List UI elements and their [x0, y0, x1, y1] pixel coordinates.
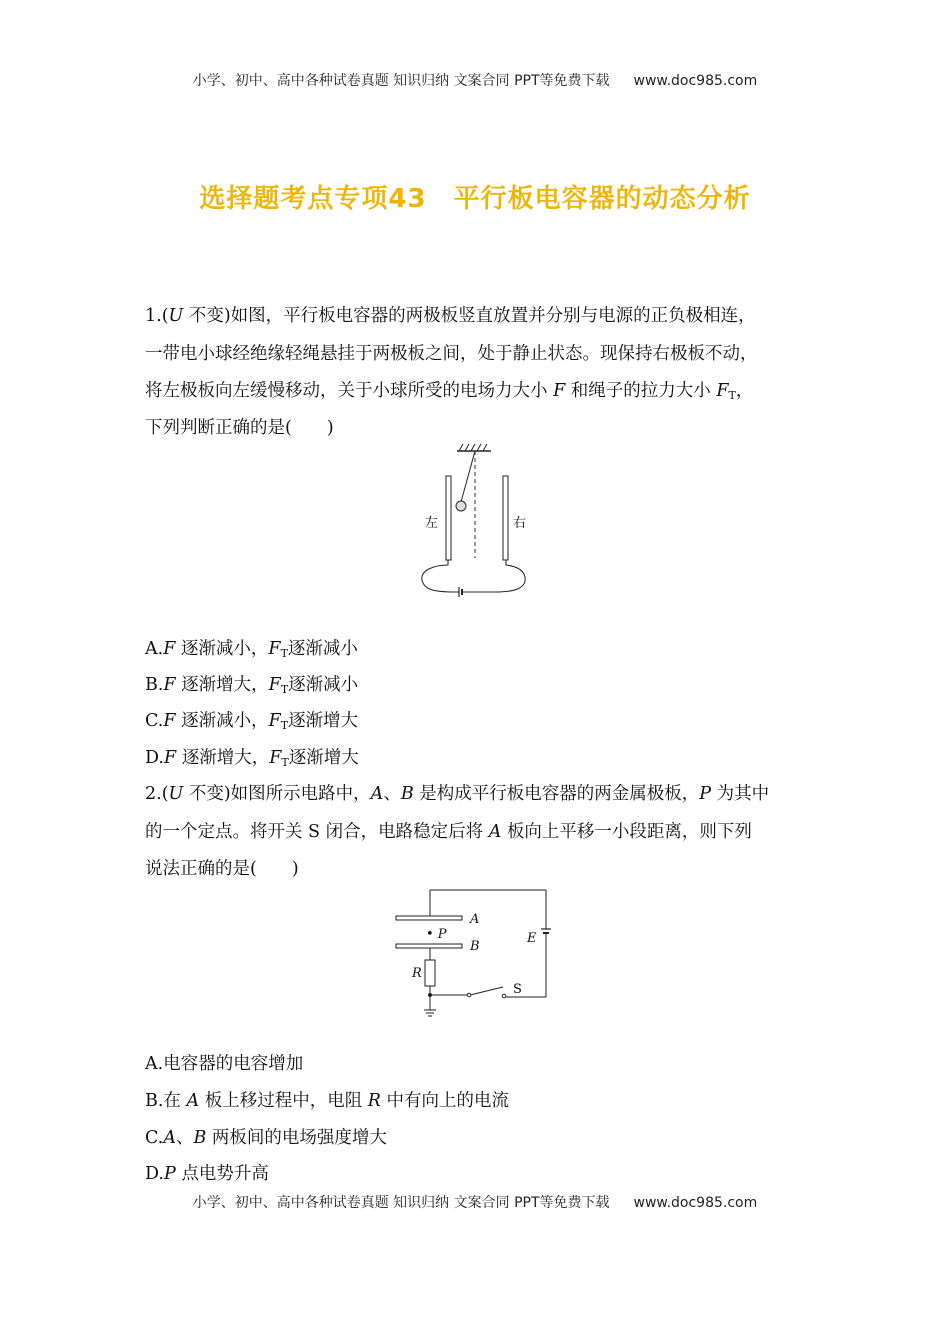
- page-footer: [0, 1192, 950, 1212]
- page-header: [0, 70, 950, 90]
- q1-option-c: C.F 逐渐减小，$F_T$逐渐增大: [145, 711, 359, 732]
- fig1-label-left: 左: [425, 516, 439, 531]
- page-title: 选择题考点专项43 平行板电容器的动态分析: [199, 184, 751, 214]
- q2-option-b: B.在 A 板上移过程中，电阻 R 中有向上的电流: [145, 1091, 510, 1111]
- q1-line-3: 将左极板向左缓慢移动，关于小球所受的电场力大小 F 和绳子的拉力大小 $F_T$，: [145, 381, 754, 402]
- fig1-label-right: 右: [513, 516, 527, 531]
- q2-option-d: D.P 点电势升高: [145, 1164, 269, 1184]
- q1-line-2: 一带电小球经绝缘轻绳悬挂于两极板之间，处于静止状态。现保持右极板不动，: [145, 344, 758, 364]
- q1-line-1: 1.(U 不变)如图，平行板电容器的两极板竖直放置并分别与电源的正负极相连，: [145, 306, 756, 326]
- q2-option-a: A.电容器的电容增加: [145, 1054, 304, 1074]
- footer-site: www.doc985.com: [633, 1195, 758, 1211]
- fig2-label-s: S: [513, 982, 522, 997]
- q2-figure: [390, 880, 565, 1020]
- fig2-label-a: A: [470, 912, 480, 927]
- fig2-label-b: B: [470, 939, 480, 954]
- q1-option-a: A.F 逐渐减小，$F_T$逐渐减小: [145, 639, 358, 660]
- footer-text: 小学、初中、高中各种试卷真题 知识归纳 文案合同 PPT等免费下载: [192, 1195, 610, 1211]
- q2-line-2: 的一个定点。将开关 S 闭合，电路稳定后将 A 板向上平移一小段距离，则下列: [145, 822, 752, 842]
- q1-option-d: D.F 逐渐增大，$F_T$逐渐增大: [145, 748, 359, 769]
- q2-option-c: C.A、B 两板间的电场强度增大: [145, 1128, 387, 1148]
- q1-line-4: 下列判断正确的是( ): [145, 418, 334, 438]
- fig2-label-r: R: [412, 966, 422, 981]
- fig2-label-p: • P: [426, 927, 447, 942]
- q1-option-b: B.F 逐渐增大，$F_T$逐渐减小: [145, 675, 359, 696]
- header-text: 小学、初中、高中各种试卷真题 知识归纳 文案合同 PPT等免费下载: [192, 73, 610, 89]
- q1-figure: [415, 440, 535, 605]
- q2-line-1: 2.(U 不变)如图所示电路中，A、B 是构成平行板电容器的两金属极板，P 为其中: [145, 784, 770, 804]
- q2-line-3: 说法正确的是( ): [145, 859, 299, 879]
- header-site: www.doc985.com: [633, 73, 758, 89]
- fig2-label-e: E: [527, 931, 537, 946]
